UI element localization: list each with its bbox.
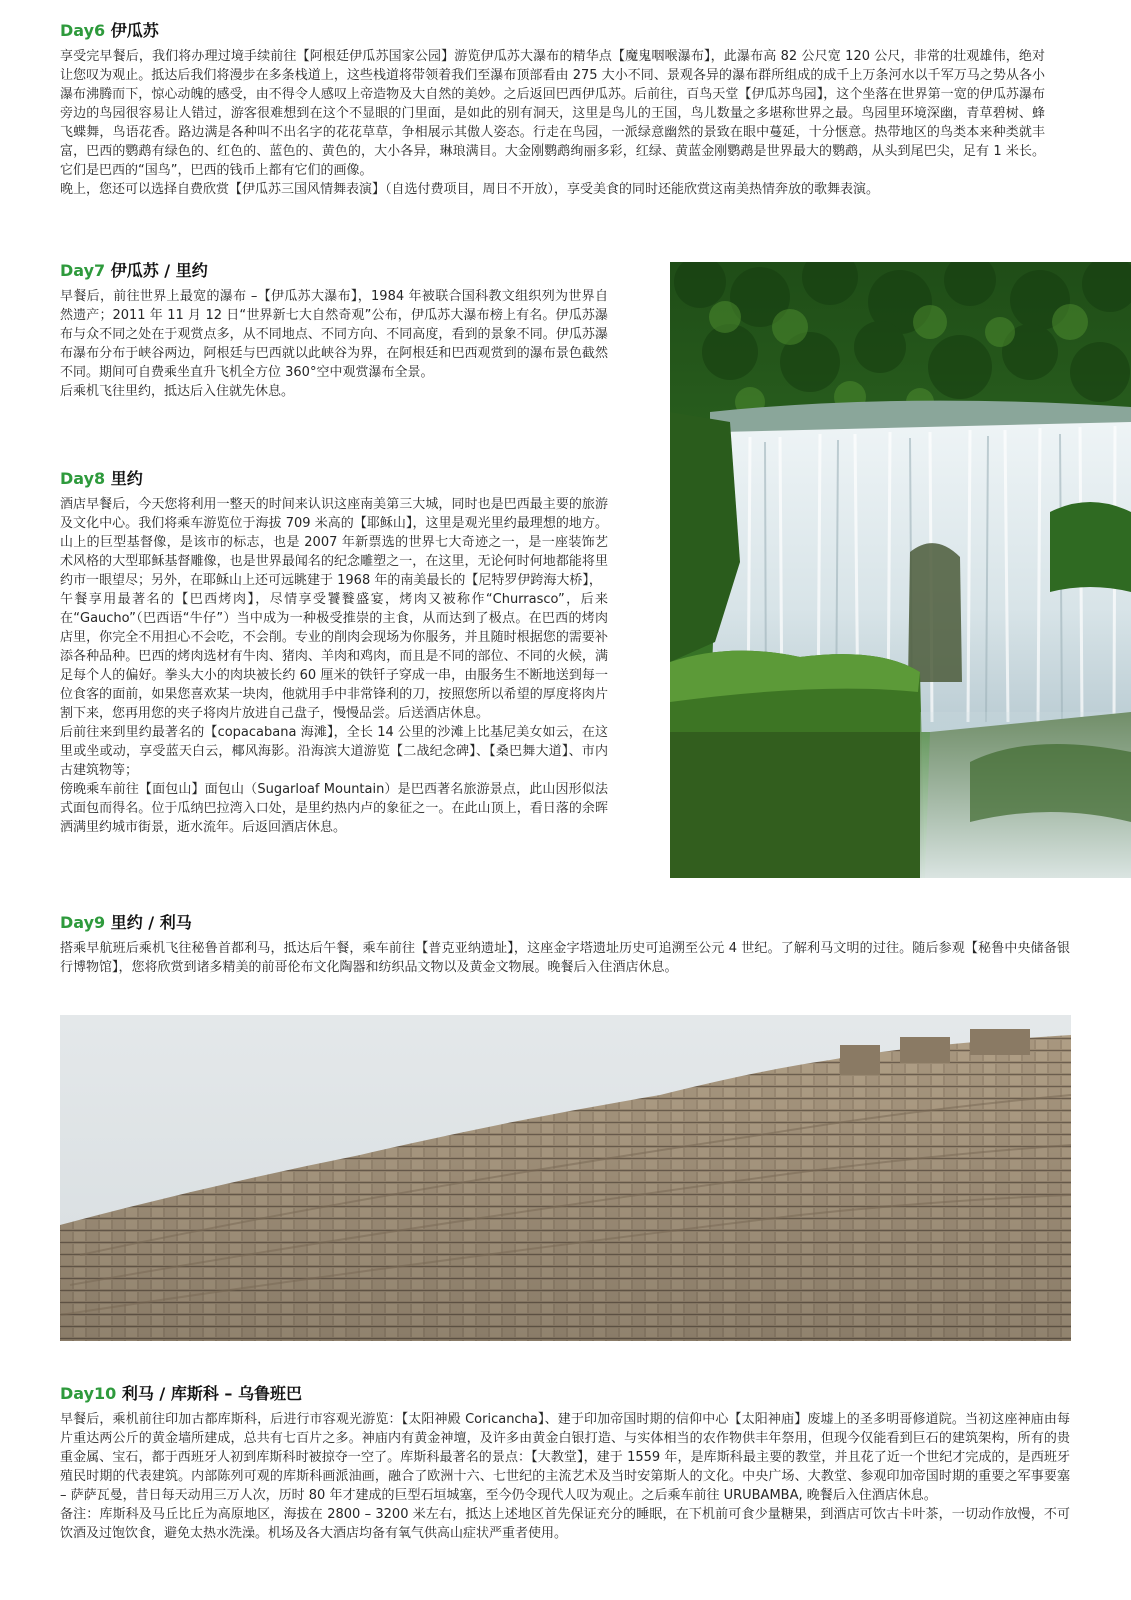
day7-heading <box>60 258 208 281</box>
day6-paragraph-2: 晚上，您还可以选择自费欣赏【伊瓜苏三国风情舞表演】（自选付费项目，周日不开放），享受美食的同时还能欣赏这南美热情奔放的歌舞表演。 <box>60 182 880 197</box>
day10-heading <box>60 1381 302 1404</box>
day10-title: 利马 / 库斯科 – 乌鲁班巴 <box>121 1384 302 1403</box>
day8-title: 里约 <box>110 469 143 488</box>
day8-paragraph-4: 傍晚乘车前往【面包山】面包山（Sugarloaf Mountain）是巴西著名旅游景点，此山因形似法式面包而得名。位于瓜纳巴拉湾入口处，是里约热内卢的象征之一。在此山顶上，看日落的余晖洒满里约城市街景，逝水流年。后返回酒店休息。 <box>60 782 608 835</box>
day8-paragraph-1: 酒店早餐后，今天您将利用一整天的时间来认识这座南美第三大城，同时也是巴西最主要的旅游及文化中心。我们将乘车游览位于海拔 709 米高的【耶稣山】，这里是观光里约最理想的地方。山上的巨型基督像，是该市的标志，也是 2007 年新票选的世界七大奇迹之一，是一座装饰艺术风格的大型耶稣基督雕像，也是世界最闻名的纪念雕塑之一，在这里，无论何时何地都能将里约市一眼望尽；另外，在耶稣山上还可远眺建于 1968 年的南美最长的【尼特罗伊跨海大桥】， <box>60 497 608 588</box>
day7-number: Day7 <box>60 261 106 280</box>
day7-paragraph-1: 早餐后，前往世界上最宽的瀑布 –【伊瓜苏大瀑布】，1984 年被联合国科教文组织列为世界自然遗产；2011 年 11 月 12 日“世界新七大自然奇观”公布，伊瓜苏大瀑布榜上有名。伊瓜苏瀑布与众不同之处在于观赏点多，从不同地点、不同方向、不同高度，看到的景象不同。伊瓜苏瀑布瀑布分布于峡谷两边，阿根廷与巴西就以此峡谷为界，在阿根廷和巴西观赏到的瀑布景色截然不同。期间可自费乘坐直升飞机全方位 360°空中观赏瀑布全景。 <box>60 289 608 380</box>
day8-number: Day8 <box>60 469 106 488</box>
day10-paragraph-1: 早餐后，乘机前往印加古都库斯科，后进行市容观光游览：【太阳神殿 Coricancha】、建于印加帝国时期的信仰中心【太阳神庙】废墟上的圣多明哥修道院。当初这座神庙由每片重达两公斤的黄金墙所建成，总共有七百片之多。神庙内有黄金神壇，及许多由黄金白银打造、与实体相当的农作物供丰年祭用，但现今仅能看到巨石的建筑架构，所有的贵重金属、宝石，都于西班牙人初到库斯科时被掠夺一空了。库斯科最著名的景点：【大教堂】，建于 1559 年，是库斯科最主要的教堂，并且花了近一个世纪才完成的，是西班牙殖民时期的代表建筑。内部陈列可观的库斯科画派油画，融合了欧洲十六、七世纪的主流艺术及当时安第斯人的文化。中央广场、大教堂、参观印加帝国时期的重要之军事要塞 – 萨萨瓦曼，昔日每天动用三万人次，历时 80 年才建成的巨型石垣城塞，至今仍令现代人叹为观止。之后乘车前往 URUBAMBA, 晚餐后入住酒店休息。 <box>60 1412 1070 1503</box>
day10-description <box>60 1410 1070 1543</box>
day9-paragraph-1: 搭乘早航班后乘机飞往秘鲁首都利马，抵达后午餐，乘车前往【普克亚纳遗址】，这座金字塔遗址历史可追溯至公元 4 世纪。了解利马文明的过往。随后参观【秘鲁中央储备银行博物馆】，您将欣赏到诸多精美的前哥伦布文化陶器和纺织品文物以及黄金文物展。晚餐后入住酒店休息。 <box>60 941 1070 975</box>
day9-heading <box>60 910 192 933</box>
day8-paragraph-3: 后前往来到里约最著名的【copacabana 海滩】，全长 14 公里的沙滩上比基尼美女如云，在这里或坐或动，享受蓝天白云，椰风海影。沿海滨大道游览【二战纪念碑】、【桑巴舞大道】、市内古建筑物等； <box>60 725 608 778</box>
huaca-pucllana-photo <box>60 1015 1071 1341</box>
day8-description <box>60 495 608 837</box>
day6-heading <box>60 18 159 41</box>
iguazu-falls-photo <box>670 262 1131 878</box>
day10-paragraph-2: 备注：库斯科及马丘比丘为高原地区，海拔在 2800 – 3200 米左右，抵达上述地区首先保证充分的睡眠，在下机前可食少量糖果，到酒店可饮古卡叶茶，一切动作放慢，不可饮酒及过饱饮食，避免太热水洗澡。机场及各大酒店均备有氧气供高山症状严重者使用。 <box>60 1507 1070 1541</box>
day6-paragraph-1: 享受完早餐后，我们将办理过境手续前往【阿根廷伊瓜苏国家公园】游览伊瓜苏大瀑布的精华点【魔鬼咽喉瀑布】，此瀑布高 82 公尺宽 120 公尺，非常的壮观雄伟，绝对让您叹为观止。抵达后我们将漫步在多条栈道上，这些栈道将带领着我们至瀑布顶部看由 275 大小不同、景观各异的瀑布群所组成的成千上万条河水以千军万马之势从各小瀑布沸腾而下，惊心动魄的感受，由不得令人感叹上帝造物及大自然的美妙。之后返回巴西伊瓜苏。后前往，百鸟天堂【伊瓜苏鸟园】，这个坐落在世界第一宽的伊瓜苏瀑布旁边的鸟园很容易让人错过，游客很难想到在这个不显眼的门里面，是如此的别有洞天，这里是鸟儿的王国，鸟儿数量之多堪称世界之最。鸟园里环境深幽，青草碧树、蜂飞蝶舞，鸟语花香。路边满是各种叫不出名字的花花草草，争相展示其傲人姿态。行走在鸟园，一派绿意幽然的景致在眼中蔓延，十分惬意。热带地区的鸟类本来种类就丰富，巴西的鹦鹉有绿色的、红色的、蓝色的、黄色的，大小各异，琳琅满目。大金刚鹦鹉绚丽多彩，红绿、黄蓝金刚鹦鹉是世界最大的鹦鹉，从头到尾巴尖，足有 1 米长。它们是巴西的“国鸟”，巴西的钱币上都有它们的画像。 <box>60 49 1045 178</box>
day9-description <box>60 939 1070 977</box>
day7-paragraph-2: 后乘机飞往里约，抵达后入住就先休息。 <box>60 384 295 399</box>
day6-number: Day6 <box>60 21 106 40</box>
day10-number: Day10 <box>60 1384 117 1403</box>
day8-heading <box>60 466 143 489</box>
day6-title: 伊瓜苏 <box>110 21 159 40</box>
day7-description <box>60 287 608 401</box>
day9-number: Day9 <box>60 913 106 932</box>
day8-paragraph-2: 午餐享用最著名的【巴西烤肉】，尽情享受饕餮盛宴，烤肉又被称作“Churrasco”，后来在“Gaucho”（巴西语“牛仔”）当中成为一种极受推崇的主食，从而达到了极点。在巴西的烤肉店里，你完全不用担心不会吃，不会削。专业的削肉会现场为你服务，并且随时根据您的需要补添各种品种。巴西的烤肉选材有牛肉、猪肉、羊肉和鸡肉，而且是不同的部位、不同的火候，满足每个人的偏好。拳头大小的肉块被长约 60 厘米的铁钎子穿成一串，由服务生不断地送到每一位食客的面前，如果您喜欢某一块肉，他就用手中非常锋利的刀，按照您所以希望的厚度将肉片割下来，您再用您的夹子将肉片放进自己盘子，慢慢品尝。后送酒店休息。 <box>60 592 608 721</box>
day7-title: 伊瓜苏 / 里约 <box>110 261 208 280</box>
day9-title: 里约 / 利马 <box>110 913 192 932</box>
day6-description <box>60 47 1045 199</box>
